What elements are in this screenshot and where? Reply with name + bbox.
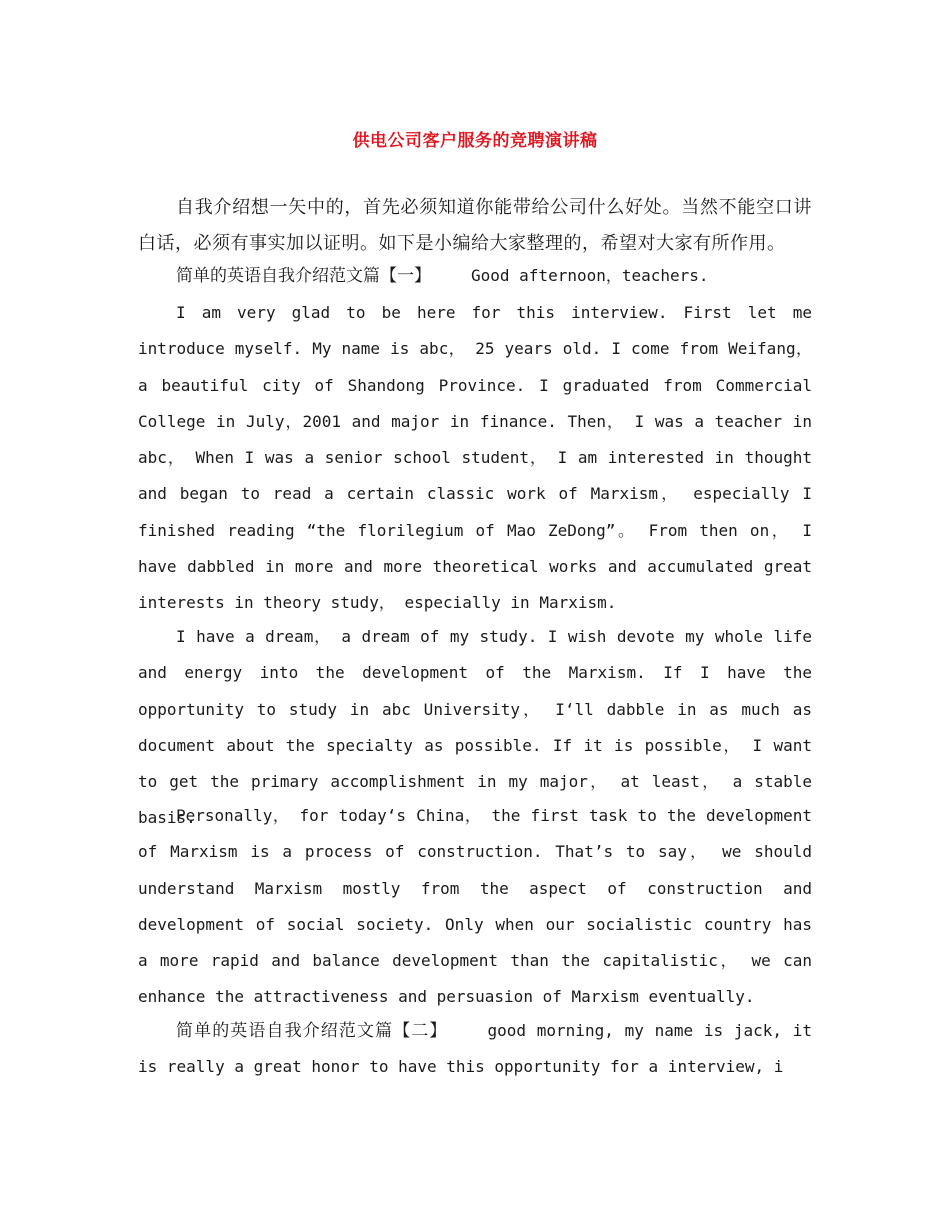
section1-greeting: Good afternoon，teachers. [471, 266, 709, 285]
section1-heading: 简单的英语自我介绍范文篇【一】 [176, 266, 431, 286]
intro-paragraph: 自我介绍想一矢中的，首先必须知道你能带给公司什么好处。当然不能空口讲白话，必须有事实加以证明。如下是小编给大家整理的，希望对大家有所作用。 [138, 197, 812, 254]
section1-paragraph-2: I have a dream， a dream of my study. I wish devote my whole life and energy into the development of the Marxism. If I have the opportunity to study in abc University， I‘ll dabble in as much as document about the specialty as possible. If it is possible， I want to get the primary accomplishment in my major， at least， a stable basis. [138, 627, 813, 828]
document-title: 供电公司客户服务的竞聘演讲稿 [352, 131, 598, 151]
section2-heading-line [138, 1013, 812, 1086]
section2-paragraph-1: good morning, my name is jack, it is really a great honor to have this opportunity for a interview, i [138, 1021, 813, 1077]
section1-heading-line [138, 262, 812, 290]
section2-heading: 简单的英语自我介绍范文篇【二】 [176, 1021, 448, 1041]
section1-paragraph-1: I am very glad to be here for this interview. First let me introduce myself. My name is abc， 25 years old. I come from Weifang， a beautiful city of Shandong Province. I graduated from Commercial College in July，2001 and major in finance. Then， I was a teacher in abc， When I was a senior school student， I am interested in thought and began to read a certain classic work of Marxism， especially I finished reading “the florilegium of Mao ZeDong”。 From then on， I have dabbled in more and more theoretical works and accumulated great interests in theory study， especially in Marxism. [138, 303, 813, 613]
section1-paragraph-3: Personally， for today‘s China， the first task to the development of Marxism is a process of construction. That’s to say， we should understand Marxism mostly from the aspect of construction and development of social society. Only when our socialistic country has a more rapid and balance development than the capitalistic， we can enhance the attractiveness and persuasion of Marxism eventually. [138, 806, 813, 1007]
